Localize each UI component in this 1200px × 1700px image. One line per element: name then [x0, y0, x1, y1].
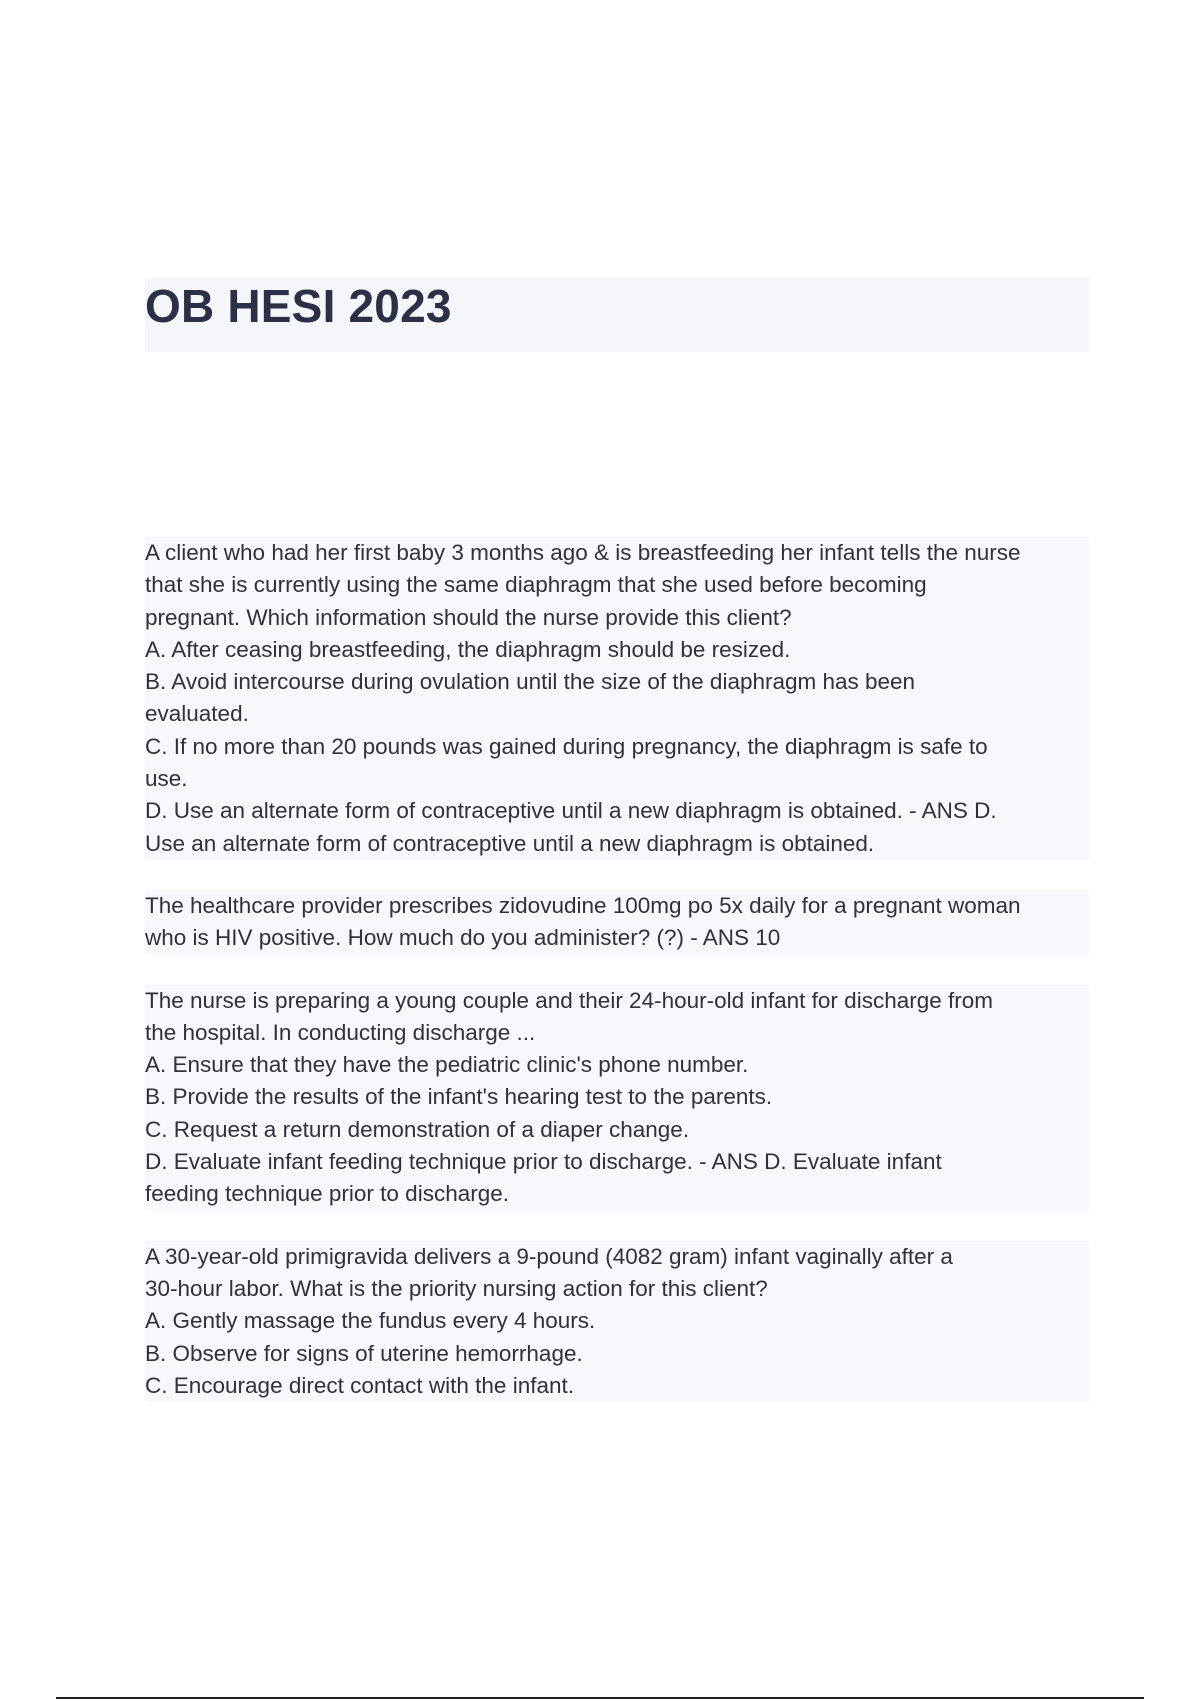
question-line: The nurse is preparing a young couple and their 24-hour-old infant for discharge from	[145, 985, 1089, 1017]
question-list	[145, 537, 1089, 1432]
question-line: The healthcare provider prescribes zidovudine 100mg po 5x daily for a pregnant woman	[145, 890, 1089, 922]
answer-option-c: C. Encourage direct contact with the infant.	[145, 1370, 1089, 1402]
answer-option-c: C. Request a return demonstration of a diaper change.	[145, 1114, 1089, 1146]
answer-option-c-cont: use.	[145, 763, 1089, 795]
answer-option-d: D. Use an alternate form of contraceptive until a new diaphragm is obtained. - ANS D.	[145, 795, 1089, 827]
answer-option-b: B. Avoid intercourse during ovulation until the size of the diaphragm has been	[145, 666, 1089, 698]
question-line: 30-hour labor. What is the priority nursing action for this client?	[145, 1273, 1089, 1305]
answer-option-a: A. Ensure that they have the pediatric clinic's phone number.	[145, 1049, 1089, 1081]
question-block	[145, 985, 1089, 1211]
question-block	[145, 1241, 1089, 1402]
answer-option-b: B. Observe for signs of uterine hemorrhage.	[145, 1338, 1089, 1370]
answer-option-a: A. Gently massage the fundus every 4 hours.	[145, 1305, 1089, 1337]
question-line: A client who had her first baby 3 months ago & is breastfeeding her infant tells the nurse	[145, 537, 1089, 569]
answer-option-b-cont: evaluated.	[145, 698, 1089, 730]
question-block	[145, 890, 1089, 955]
page-bottom-rule	[56, 1697, 1144, 1699]
answer-key: Use an alternate form of contraceptive until a new diaphragm is obtained.	[145, 828, 1089, 860]
question-block	[145, 537, 1089, 860]
question-line: that she is currently using the same diaphragm that she used before becoming	[145, 569, 1089, 601]
page-title: OB HESI 2023	[145, 280, 452, 332]
answer-option-b: B. Provide the results of the infant's hearing test to the parents.	[145, 1081, 1089, 1113]
answer-option-c: C. If no more than 20 pounds was gained during pregnancy, the diaphragm is safe to	[145, 731, 1089, 763]
answer-option-d: D. Evaluate infant feeding technique prior to discharge. - ANS D. Evaluate infant	[145, 1146, 1089, 1178]
question-line: pregnant. Which information should the nurse provide this client?	[145, 602, 1089, 634]
question-line: A 30-year-old primigravida delivers a 9-pound (4082 gram) infant vaginally after a	[145, 1241, 1089, 1273]
answer-option-a: A. After ceasing breastfeeding, the diaphragm should be resized.	[145, 634, 1089, 666]
answer-key: feeding technique prior to discharge.	[145, 1178, 1089, 1210]
answer-key: who is HIV positive. How much do you administer? (?) - ANS 10	[145, 922, 1089, 954]
question-line: the hospital. In conducting discharge ...	[145, 1017, 1089, 1049]
